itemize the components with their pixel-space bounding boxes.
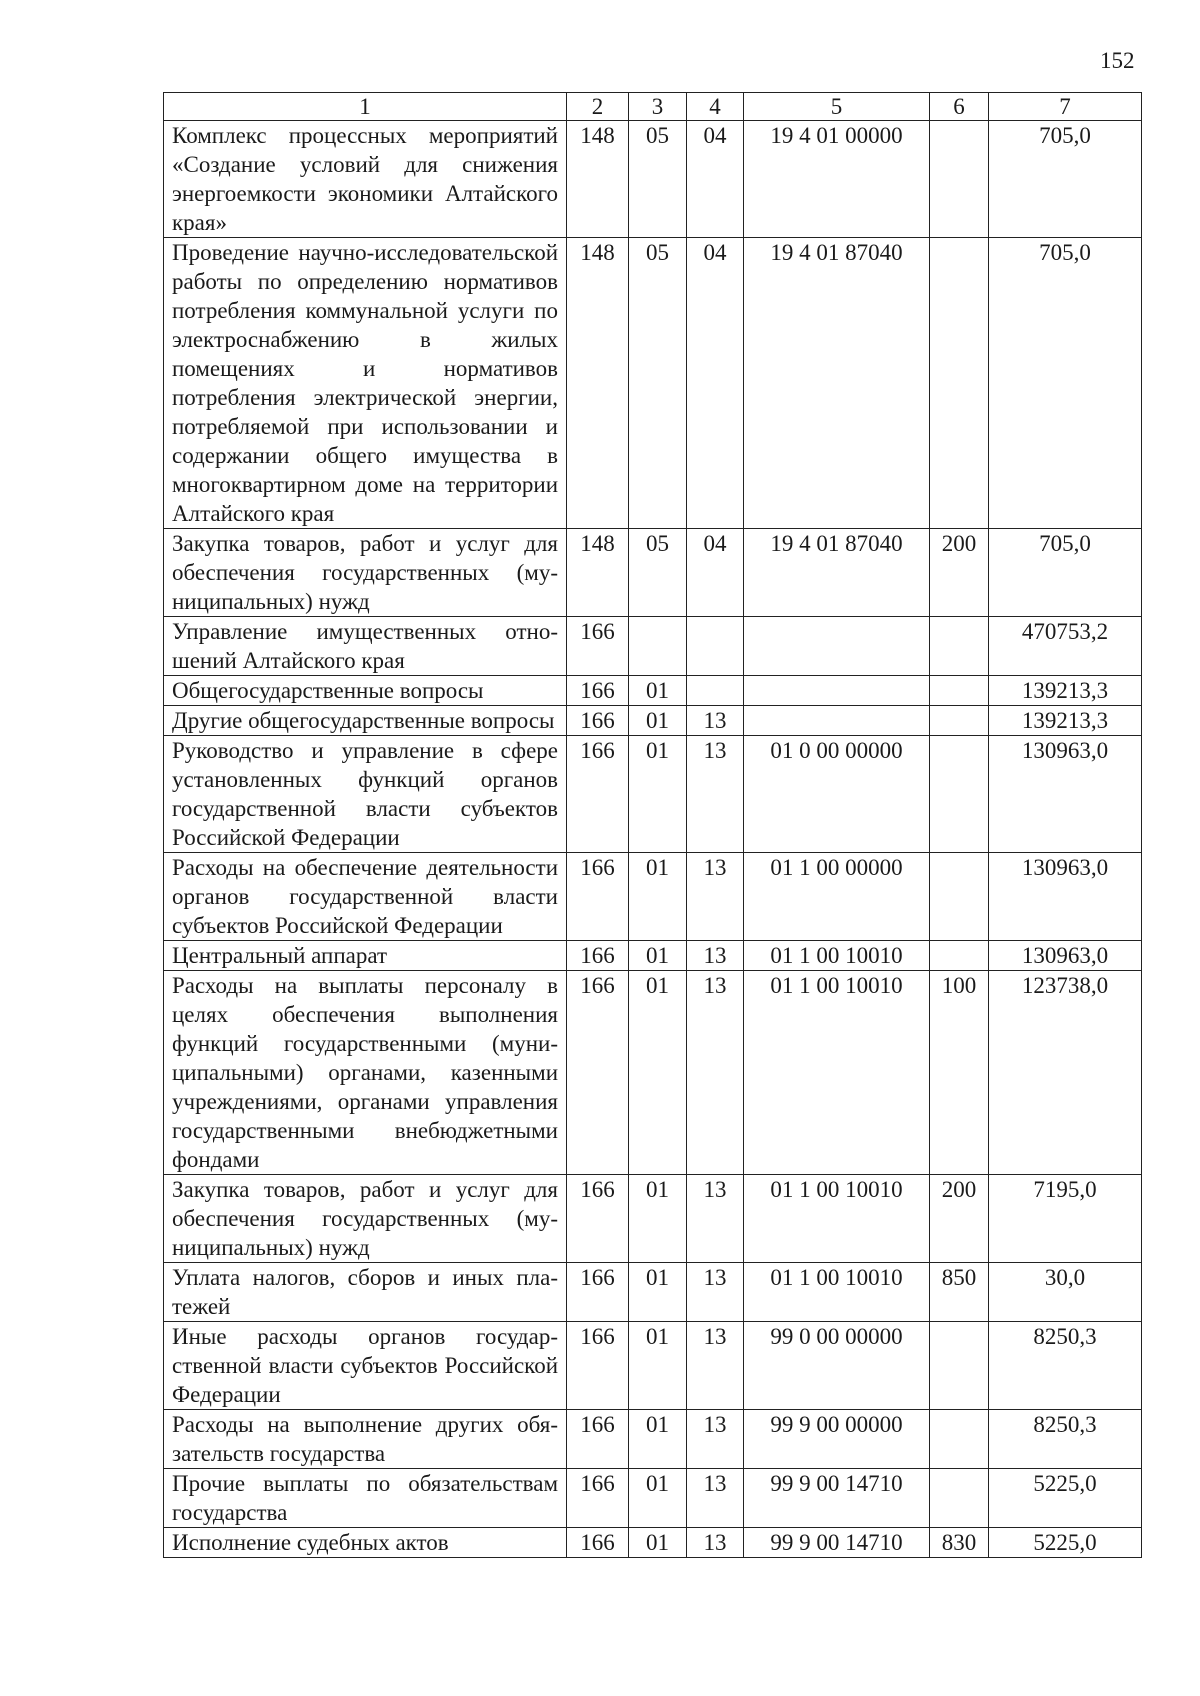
target-article-cell: 01 1 00 10010 bbox=[744, 1263, 930, 1322]
subsection-code-cell: 13 bbox=[687, 971, 744, 1175]
subsection-code-cell: 13 bbox=[687, 1263, 744, 1322]
subsection-code-cell: 13 bbox=[687, 941, 744, 971]
table-body bbox=[164, 121, 1142, 1558]
target-article-cell: 01 1 00 10010 bbox=[744, 941, 930, 971]
target-article-cell: 19 4 01 87040 bbox=[744, 529, 930, 617]
expense-type-cell bbox=[930, 941, 989, 971]
expense-type-cell bbox=[930, 1410, 989, 1469]
amount-cell: 123738,0 bbox=[989, 971, 1142, 1175]
section-code-cell: 01 bbox=[629, 676, 687, 706]
subsection-code-cell: 13 bbox=[687, 1175, 744, 1263]
subsection-code-cell bbox=[687, 617, 744, 676]
table-row bbox=[164, 1322, 1142, 1410]
admin-code-cell: 166 bbox=[567, 941, 629, 971]
item-name-cell: Комплекс процессных мероприятий «Создание условий для снижения энергоемкости экономики Алтайского края» bbox=[164, 121, 567, 238]
page-number: 152 bbox=[1100, 48, 1135, 73]
target-article-cell: 19 4 01 87040 bbox=[744, 238, 930, 529]
target-article-cell bbox=[744, 617, 930, 676]
admin-code-cell: 166 bbox=[567, 706, 629, 736]
subsection-code-cell: 04 bbox=[687, 121, 744, 238]
table-row bbox=[164, 1263, 1142, 1322]
section-code-cell bbox=[629, 617, 687, 676]
section-code-cell: 05 bbox=[629, 238, 687, 529]
section-code-cell: 05 bbox=[629, 121, 687, 238]
section-code-cell: 01 bbox=[629, 971, 687, 1175]
admin-code-cell: 166 bbox=[567, 1410, 629, 1469]
table-row bbox=[164, 1469, 1142, 1528]
column-header: 7 bbox=[989, 93, 1142, 121]
item-name-cell: Общегосударственные вопросы bbox=[164, 676, 567, 706]
section-code-cell: 01 bbox=[629, 941, 687, 971]
admin-code-cell: 166 bbox=[567, 1528, 629, 1558]
target-article-cell: 99 0 00 00000 bbox=[744, 1322, 930, 1410]
subsection-code-cell: 13 bbox=[687, 1410, 744, 1469]
subsection-code-cell: 13 bbox=[687, 736, 744, 853]
target-article-cell bbox=[744, 676, 930, 706]
subsection-code-cell: 13 bbox=[687, 706, 744, 736]
item-name-cell: Прочие выплаты по обязательствам государства bbox=[164, 1469, 567, 1528]
amount-cell: 130963,0 bbox=[989, 853, 1142, 941]
admin-code-cell: 166 bbox=[567, 617, 629, 676]
amount-cell: 139213,3 bbox=[989, 706, 1142, 736]
column-header: 5 bbox=[744, 93, 930, 121]
amount-cell: 139213,3 bbox=[989, 676, 1142, 706]
expense-type-cell: 850 bbox=[930, 1263, 989, 1322]
section-code-cell: 01 bbox=[629, 736, 687, 853]
section-code-cell: 01 bbox=[629, 706, 687, 736]
item-name-cell: Закупка товаров, работ и услуг для обеспечения государственных (муниципальных) нужд bbox=[164, 529, 567, 617]
target-article-cell: 01 0 00 00000 bbox=[744, 736, 930, 853]
admin-code-cell: 166 bbox=[567, 1175, 629, 1263]
item-name-cell: Управление имущественных отношений Алтайского края bbox=[164, 617, 567, 676]
admin-code-cell: 166 bbox=[567, 971, 629, 1175]
admin-code-cell: 166 bbox=[567, 736, 629, 853]
item-name-cell: Центральный аппарат bbox=[164, 941, 567, 971]
expense-type-cell bbox=[930, 1469, 989, 1528]
subsection-code-cell: 13 bbox=[687, 1469, 744, 1528]
section-code-cell: 01 bbox=[629, 1175, 687, 1263]
expense-type-cell bbox=[930, 676, 989, 706]
section-code-cell: 01 bbox=[629, 1263, 687, 1322]
table-row bbox=[164, 121, 1142, 238]
table-header-row bbox=[164, 93, 1142, 121]
expense-type-cell: 200 bbox=[930, 1175, 989, 1263]
column-header: 2 bbox=[567, 93, 629, 121]
item-name-cell: Уплата налогов, сборов и иных платежей bbox=[164, 1263, 567, 1322]
table-row bbox=[164, 238, 1142, 529]
subsection-code-cell: 04 bbox=[687, 529, 744, 617]
table-row bbox=[164, 529, 1142, 617]
amount-cell: 5225,0 bbox=[989, 1469, 1142, 1528]
admin-code-cell: 148 bbox=[567, 121, 629, 238]
item-name-cell: Расходы на выполнение других обязательств государства bbox=[164, 1410, 567, 1469]
section-code-cell: 01 bbox=[629, 1410, 687, 1469]
target-article-cell: 99 9 00 14710 bbox=[744, 1469, 930, 1528]
target-article-cell: 01 1 00 00000 bbox=[744, 853, 930, 941]
amount-cell: 5225,0 bbox=[989, 1528, 1142, 1558]
amount-cell: 470753,2 bbox=[989, 617, 1142, 676]
subsection-code-cell bbox=[687, 676, 744, 706]
table-row bbox=[164, 736, 1142, 853]
table-row bbox=[164, 1175, 1142, 1263]
budget-table bbox=[163, 92, 1142, 1558]
column-header: 4 bbox=[687, 93, 744, 121]
expense-type-cell bbox=[930, 853, 989, 941]
item-name-cell: Проведение научно-исследовательской работы по определению нормативов потребления коммунальной услуги по электроснабжению в жилых помещениях и нормативов потребления электрической энергии, потребляемой при использовании и содержании общего имущества в многоквартирном доме на территории Алтайского края bbox=[164, 238, 567, 529]
column-header: 3 bbox=[629, 93, 687, 121]
item-name-cell: Иные расходы органов государственной власти субъектов Российской Федерации bbox=[164, 1322, 567, 1410]
expense-type-cell bbox=[930, 238, 989, 529]
section-code-cell: 01 bbox=[629, 1528, 687, 1558]
admin-code-cell: 166 bbox=[567, 1322, 629, 1410]
expense-type-cell bbox=[930, 617, 989, 676]
admin-code-cell: 166 bbox=[567, 1469, 629, 1528]
target-article-cell: 99 9 00 14710 bbox=[744, 1528, 930, 1558]
subsection-code-cell: 04 bbox=[687, 238, 744, 529]
admin-code-cell: 148 bbox=[567, 238, 629, 529]
expense-type-cell: 830 bbox=[930, 1528, 989, 1558]
subsection-code-cell: 13 bbox=[687, 1322, 744, 1410]
amount-cell: 705,0 bbox=[989, 238, 1142, 529]
section-code-cell: 01 bbox=[629, 853, 687, 941]
table-row bbox=[164, 941, 1142, 971]
expense-type-cell bbox=[930, 706, 989, 736]
section-code-cell: 01 bbox=[629, 1322, 687, 1410]
item-name-cell: Расходы на обеспечение деятельности органов государственной власти субъектов Российской Федерации bbox=[164, 853, 567, 941]
amount-cell: 8250,3 bbox=[989, 1410, 1142, 1469]
item-name-cell: Руководство и управление в сфере установленных функций органов государственной власти субъектов Российской Федерации bbox=[164, 736, 567, 853]
target-article-cell: 01 1 00 10010 bbox=[744, 1175, 930, 1263]
target-article-cell bbox=[744, 706, 930, 736]
section-code-cell: 01 bbox=[629, 1469, 687, 1528]
table-row bbox=[164, 1528, 1142, 1558]
expense-type-cell bbox=[930, 736, 989, 853]
table-row bbox=[164, 676, 1142, 706]
expense-type-cell: 100 bbox=[930, 971, 989, 1175]
item-name-cell: Исполнение судебных актов bbox=[164, 1528, 567, 1558]
amount-cell: 30,0 bbox=[989, 1263, 1142, 1322]
item-name-cell: Закупка товаров, работ и услуг для обеспечения государственных (муниципальных) нужд bbox=[164, 1175, 567, 1263]
target-article-cell: 01 1 00 10010 bbox=[744, 971, 930, 1175]
amount-cell: 130963,0 bbox=[989, 736, 1142, 853]
admin-code-cell: 166 bbox=[567, 676, 629, 706]
table-row bbox=[164, 706, 1142, 736]
table-row bbox=[164, 617, 1142, 676]
amount-cell: 8250,3 bbox=[989, 1322, 1142, 1410]
amount-cell: 7195,0 bbox=[989, 1175, 1142, 1263]
admin-code-cell: 166 bbox=[567, 853, 629, 941]
column-header: 6 bbox=[930, 93, 989, 121]
item-name-cell: Другие общегосударственные вопросы bbox=[164, 706, 567, 736]
target-article-cell: 99 9 00 00000 bbox=[744, 1410, 930, 1469]
section-code-cell: 05 bbox=[629, 529, 687, 617]
subsection-code-cell: 13 bbox=[687, 853, 744, 941]
table-row bbox=[164, 971, 1142, 1175]
table-row bbox=[164, 1410, 1142, 1469]
expense-type-cell: 200 bbox=[930, 529, 989, 617]
subsection-code-cell: 13 bbox=[687, 1528, 744, 1558]
admin-code-cell: 148 bbox=[567, 529, 629, 617]
amount-cell: 705,0 bbox=[989, 529, 1142, 617]
column-header: 1 bbox=[164, 93, 567, 121]
target-article-cell: 19 4 01 00000 bbox=[744, 121, 930, 238]
expense-type-cell bbox=[930, 1322, 989, 1410]
amount-cell: 705,0 bbox=[989, 121, 1142, 238]
expense-type-cell bbox=[930, 121, 989, 238]
item-name-cell: Расходы на выплаты персоналу в целях обеспечения выполнения функций государственными (муниципальными) органами, казенными учреждениями, органами управления государственными внебюджетными фондами bbox=[164, 971, 567, 1175]
amount-cell: 130963,0 bbox=[989, 941, 1142, 971]
admin-code-cell: 166 bbox=[567, 1263, 629, 1322]
table-row bbox=[164, 853, 1142, 941]
